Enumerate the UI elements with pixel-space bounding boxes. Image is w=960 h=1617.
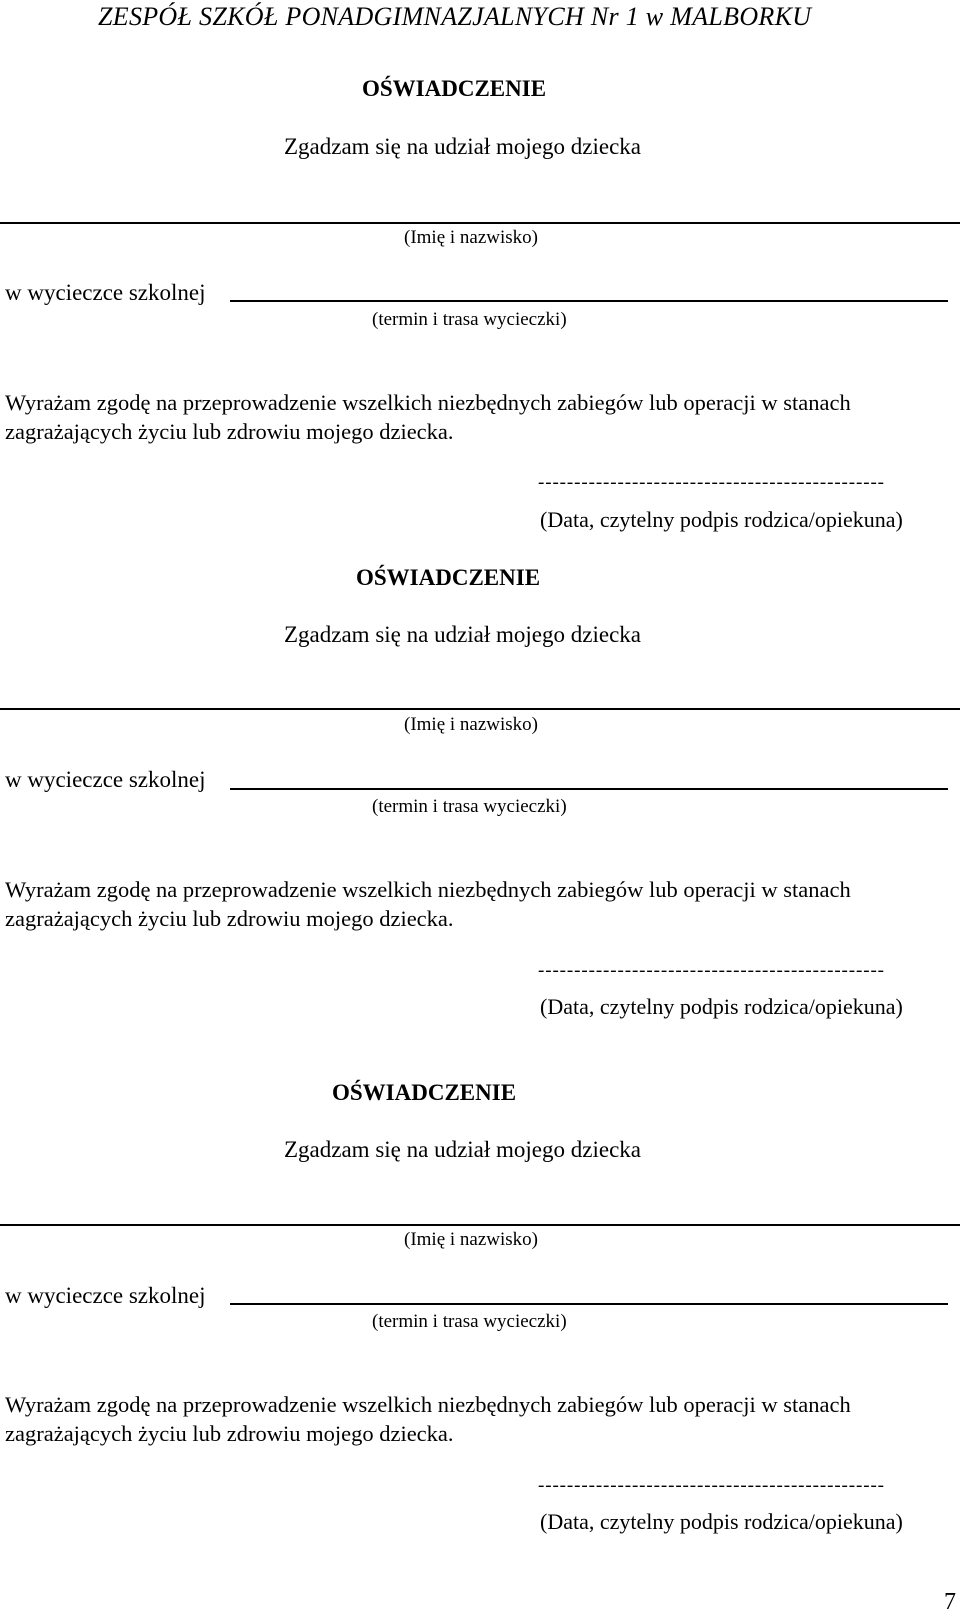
form-title: OŚWIADCZENIE: [356, 565, 541, 590]
form-title: OŚWIADCZENIE: [332, 1080, 517, 1105]
signature-caption: (Data, czytelny podpis rodzica/opiekuna): [540, 1509, 903, 1534]
child-name-line[interactable]: [0, 1224, 960, 1226]
trip-details-line[interactable]: [230, 1303, 948, 1305]
trip-details-line[interactable]: [230, 300, 948, 302]
child-name-caption: (Imię i nazwisko): [404, 1229, 539, 1250]
signature-line[interactable]: ------------------------------------------------: [538, 1475, 885, 1496]
trip-label: w wycieczce szkolnej: [5, 767, 206, 792]
signature-caption: (Data, czytelny podpis rodzica/opiekuna): [540, 994, 903, 1019]
signature-caption: (Data, czytelny podpis rodzica/opiekuna): [540, 507, 903, 532]
medical-consent-line-1: Wyrażam zgodę na przeprowadzenie wszelkich niezbędnych zabiegów lub operacji w stanach: [5, 390, 851, 415]
consent-text: Zgadzam się na udział mojego dziecka: [284, 1137, 641, 1162]
form-title: OŚWIADCZENIE: [362, 76, 547, 101]
trip-details-line[interactable]: [230, 788, 948, 790]
consent-text: Zgadzam się na udział mojego dziecka: [284, 622, 641, 647]
trip-label: w wycieczce szkolnej: [5, 1283, 206, 1308]
trip-details-caption: (termin i trasa wycieczki): [372, 309, 567, 330]
child-name-caption: (Imię i nazwisko): [404, 227, 539, 248]
page-number: 7: [944, 1589, 956, 1615]
trip-details-caption: (termin i trasa wycieczki): [372, 1311, 567, 1332]
consent-text: Zgadzam się na udział mojego dziecka: [284, 134, 641, 159]
signature-line[interactable]: ------------------------------------------------: [538, 960, 885, 981]
trip-details-caption: (termin i trasa wycieczki): [372, 796, 567, 817]
medical-consent-line-2: zagrażających życiu lub zdrowiu mojego dziecka.: [5, 419, 454, 444]
signature-line[interactable]: ------------------------------------------------: [538, 472, 885, 493]
child-name-line[interactable]: [0, 708, 960, 710]
medical-consent-line-2: zagrażających życiu lub zdrowiu mojego dziecka.: [5, 1421, 454, 1446]
medical-consent-line-2: zagrażających życiu lub zdrowiu mojego dziecka.: [5, 906, 454, 931]
child-name-caption: (Imię i nazwisko): [404, 714, 539, 735]
school-header: ZESPÓŁ SZKÓŁ PONADGIMNAZJALNYCH Nr 1 w MALBORKU: [98, 2, 812, 31]
medical-consent-line-1: Wyrażam zgodę na przeprowadzenie wszelkich niezbędnych zabiegów lub operacji w stanach: [5, 1392, 851, 1417]
child-name-line[interactable]: [0, 222, 960, 224]
medical-consent-line-1: Wyrażam zgodę na przeprowadzenie wszelkich niezbędnych zabiegów lub operacji w stanach: [5, 877, 851, 902]
trip-label: w wycieczce szkolnej: [5, 280, 206, 305]
